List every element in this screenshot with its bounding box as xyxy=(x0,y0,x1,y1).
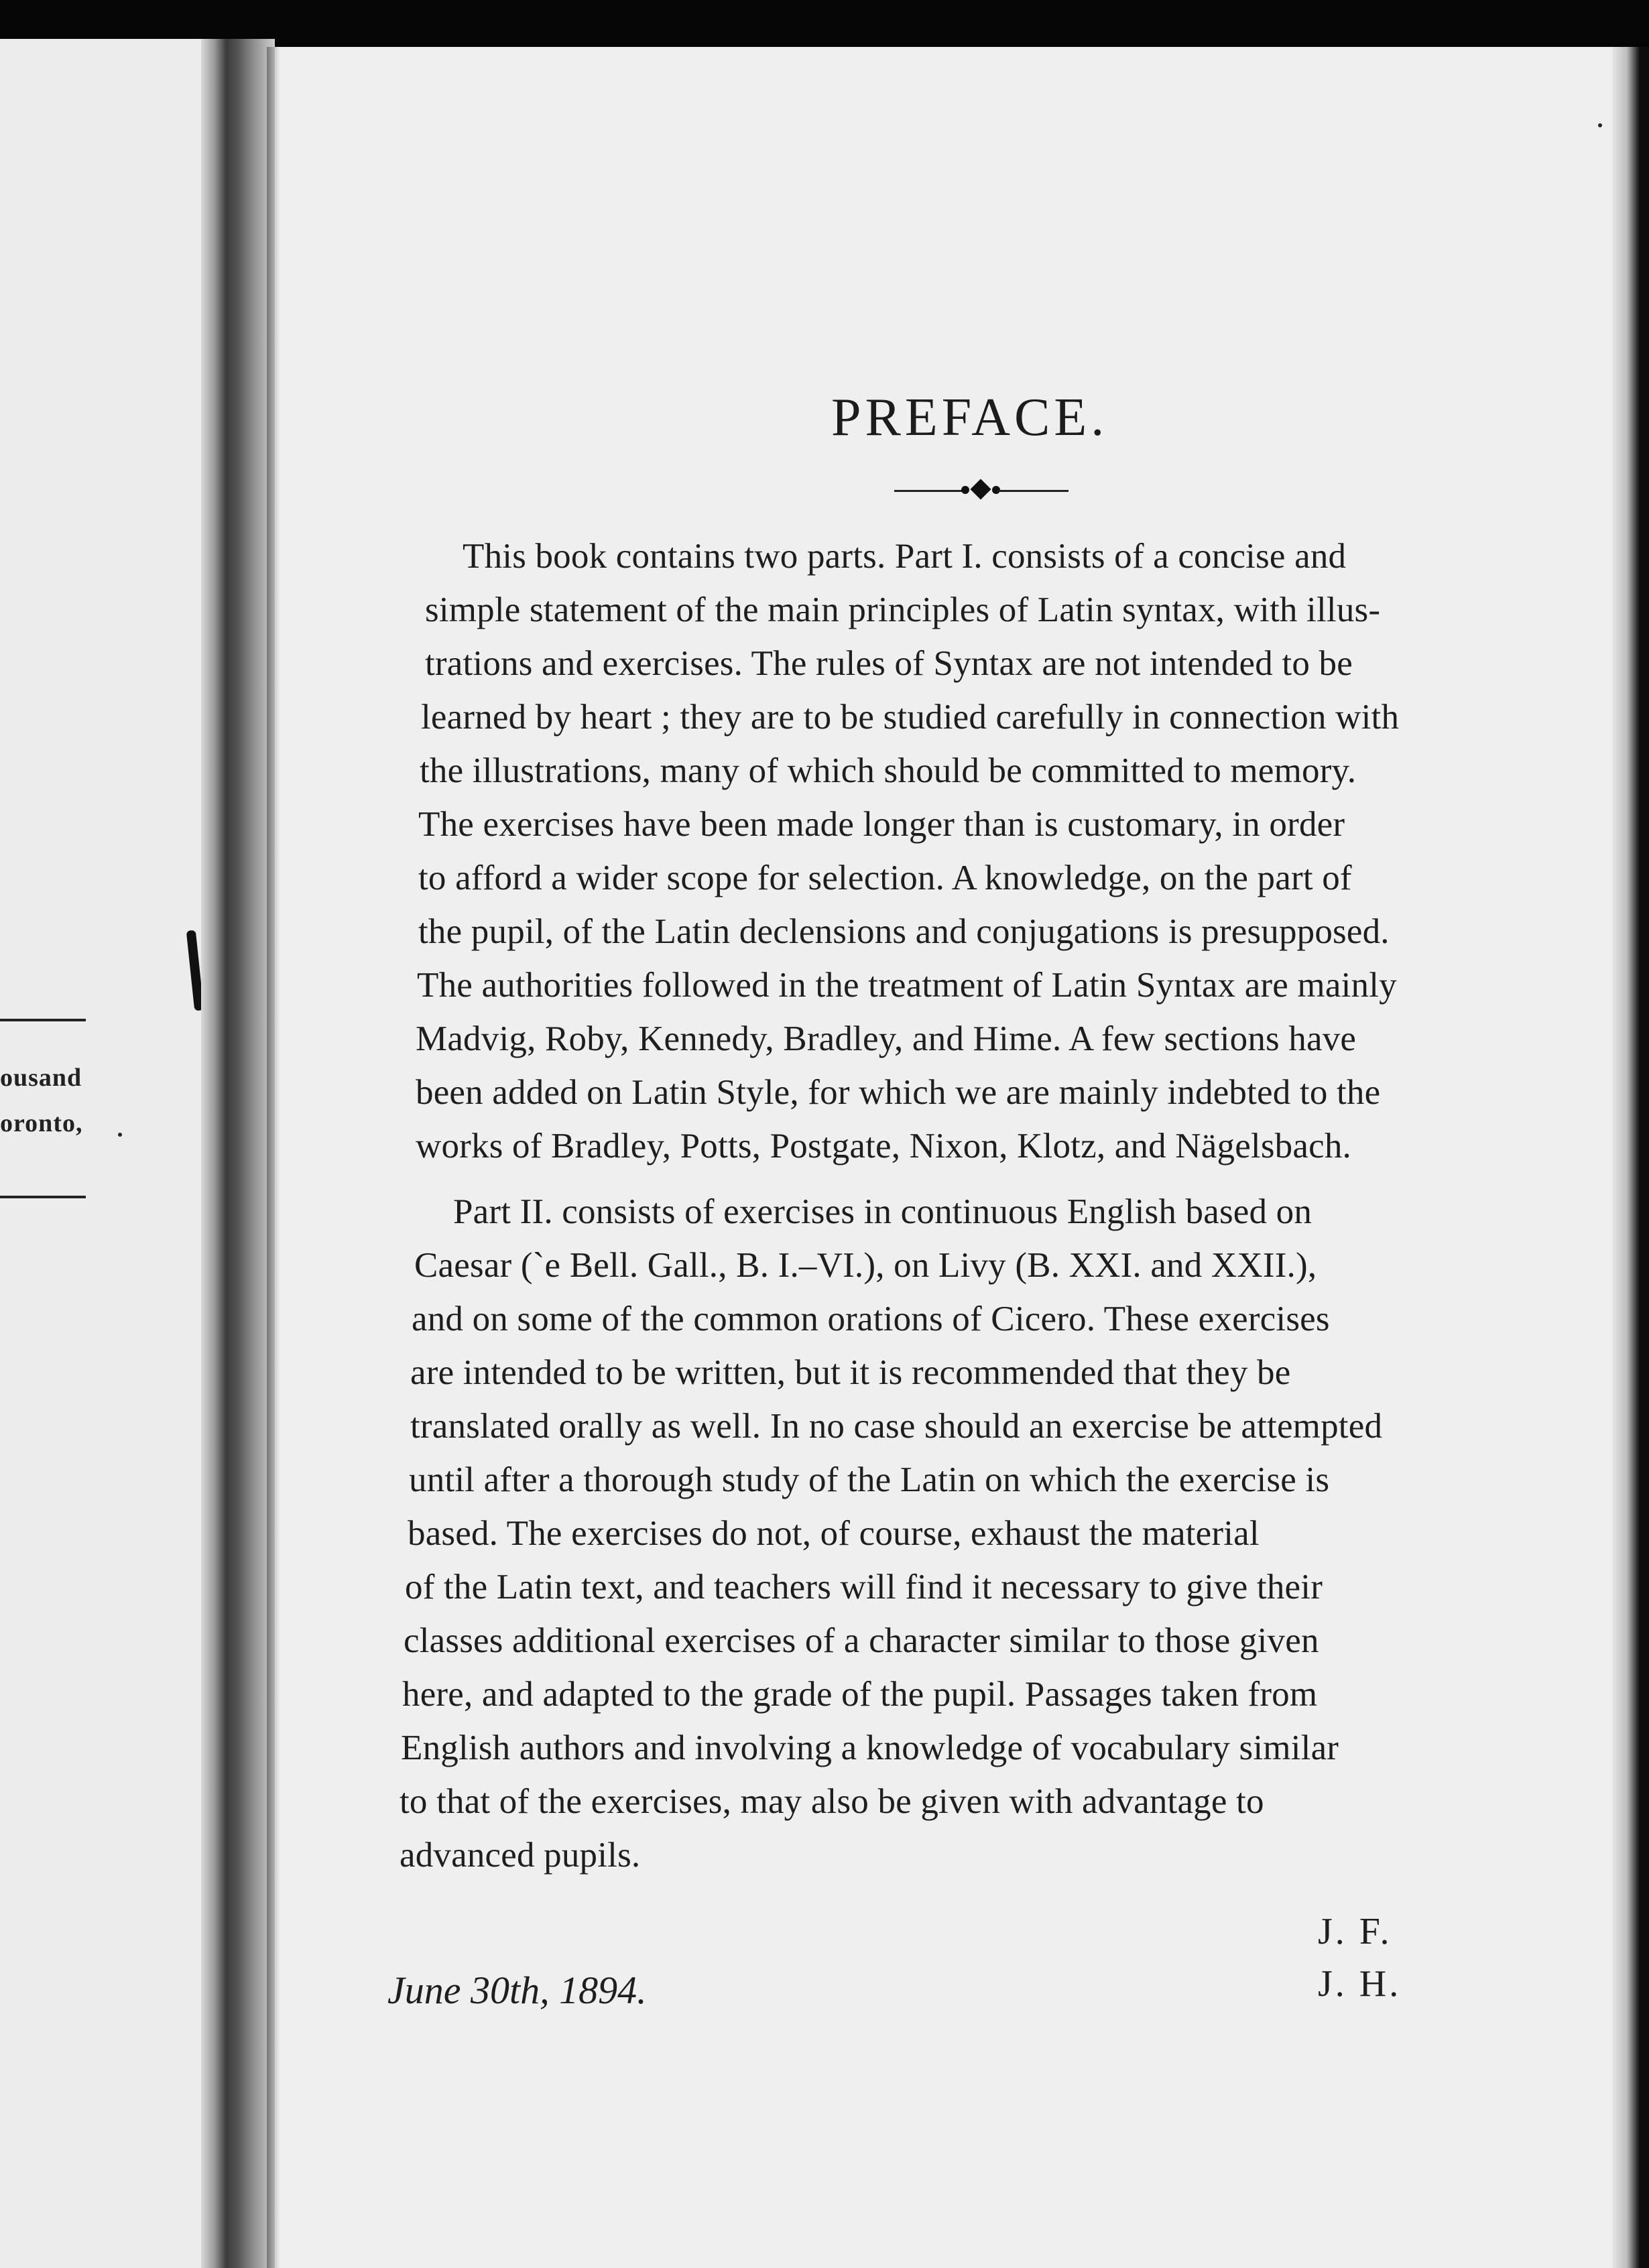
ink-speck xyxy=(1598,123,1602,127)
paragraph-line: been added on Latin Style, for which we are mainly indebted to the xyxy=(416,1073,1381,1112)
paragraph-line: to afford a wider scope for selection. A knowledge, on the part of xyxy=(418,859,1352,897)
ornament-line-left xyxy=(894,490,965,492)
paragraph-line: simple statement of the main principles of Latin syntax, with illus- xyxy=(425,590,1381,629)
paragraph-line: Caesar (`e Bell. Gall., B. I.–VI.), on Livy (B. XXI. and XXII.), xyxy=(414,1246,1317,1285)
page-title: PREFACE. xyxy=(831,388,1109,447)
ornament-line-right xyxy=(997,490,1068,492)
paragraph-line: advanced pupils. xyxy=(400,1836,641,1875)
paragraph-line: classes additional exercises of a character similar to those given xyxy=(404,1621,1319,1660)
gutter-shadow xyxy=(267,47,280,2268)
paragraph-line: works of Bradley, Potts, Postgate, Nixon, Klotz, and Nägelsbach. xyxy=(416,1127,1351,1166)
paragraph-line: This book contains two parts. Part I. consists of a concise and xyxy=(463,537,1347,576)
signature-initials-2: J. H. xyxy=(1318,1963,1402,2005)
facing-page-line-2: oronto, xyxy=(0,1109,83,1137)
paragraph-line: learned by heart ; they are to be studied carefully in connection with xyxy=(421,698,1400,737)
paragraph-line: are intended to be written, but it is recommended that they be xyxy=(410,1353,1291,1392)
paragraph-line: Madvig, Roby, Kennedy, Bradley, and Hime. A few sections have xyxy=(416,1019,1357,1058)
paragraph-line: based. The exercises do not, of course, exhaust the material xyxy=(408,1514,1260,1553)
facing-page-rule-top xyxy=(0,1019,86,1021)
paragraph-line: and on some of the common orations of Cicero. These exercises xyxy=(412,1300,1330,1338)
paragraph-line: English authors and involving a knowledge of vocabulary similar xyxy=(401,1728,1339,1767)
paragraph-line: here, and adapted to the grade of the pupil. Passages taken from xyxy=(402,1675,1318,1714)
paragraph-line: the pupil, of the Latin declensions and conjugations is presupposed. xyxy=(418,912,1390,951)
paragraph-line: The exercises have been made longer than is customary, in order xyxy=(418,805,1345,844)
facing-page-fragment xyxy=(0,39,228,2268)
paragraph-line: the illustrations, many of which should be committed to memory. xyxy=(420,751,1357,790)
facing-page-rule-bottom xyxy=(0,1196,86,1198)
page-edge xyxy=(1612,47,1649,2268)
paragraph-line: trations and exercises. The rules of Syntax are not intended to be xyxy=(425,644,1353,683)
facing-page-line-1: ousand xyxy=(0,1064,82,1092)
paragraph-line: The authorities followed in the treatment of Latin Syntax are mainly xyxy=(417,966,1397,1005)
paragraph-line: until after a thorough study of the Latin on which the exercise is xyxy=(409,1460,1330,1499)
paragraph-line: Part II. consists of exercises in continuous English based on xyxy=(453,1192,1312,1231)
paragraph-line: to that of the exercises, may also be given with advantage to xyxy=(400,1782,1264,1821)
paragraph-line: translated orally as well. In no case should an exercise be attempted xyxy=(410,1407,1383,1446)
ornament-dot-left xyxy=(961,486,969,494)
book-gutter xyxy=(201,39,275,2268)
ink-speck xyxy=(118,1133,122,1137)
preface-date: June 30th, 1894. xyxy=(387,1968,647,2012)
signature-initials-1: J. F. xyxy=(1318,1911,1392,1952)
paragraph-line: of the Latin text, and teachers will find it necessary to give their xyxy=(405,1568,1323,1606)
